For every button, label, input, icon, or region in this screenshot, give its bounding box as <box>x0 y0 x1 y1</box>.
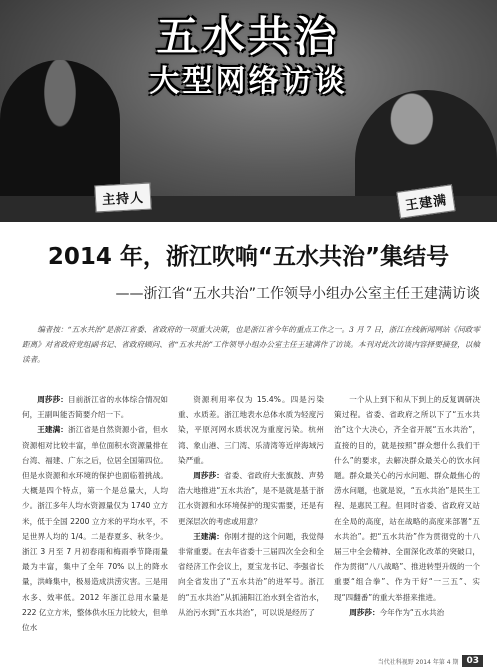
paragraph-text: 一个从上到下和从下到上的反复调研决策过程。省委、省政府之所以下了“五水共治”这个大决心，齐全省开展“五水共治”，直接的目的，就是按照“群众想什么我们干什么”的要求，去解决群众最关心的饮水问题。群众最关心的污水问题、群众最焦心的涝水问题，也就是说，“五水共治”是民生工程、是惠民工程。但同时省委、省政府又站在全局的高度，站在战略的高度来部署“五水共治”。把“五水共治”作为贯彻党的十八届三中全会精神、全面深化改革的突破口，作为贯彻“八八战略”、推进转型升级的一个重要“组合拳”、作为干好“一三五”、实现“四翻番”的重大举措来推进。 <box>334 395 480 602</box>
editor-note: 编者按：“五水共治”是浙江省委、省政府的一项重大决策，也是浙江省今年的重点工作之一。3 月 7 日，浙江在线新闻网站《问政零距离》对省政府党组副书记、省政府顾问、省“五水共治”工作领导小组办公室主任王建满作了访谈。本刊对此次访谈内容择要摘登，以飨读者。 <box>22 325 480 364</box>
hero-title: 五水共治 <box>156 12 341 61</box>
nameplate-host: 主持人 <box>94 183 151 213</box>
paragraph-text: 省委、省政府大张旗鼓、声势浩大地推进“五水共治”，是不是就是基于浙江水资源和水环境保护的现实需要，还是有更深层次的考虑或用意？ <box>178 471 324 526</box>
paragraph-text: 目前浙江省的水体综合情况如何，王副叫能否简要介绍一下。 <box>22 395 168 420</box>
paragraph-text: 你刚才提的这个问题，我觉得非常重要。在去年省委十三届四次全会和全省经济工作会议上，夏宝龙书记、李强省长向全省发出了“五水共治”的进军号。浙江的“五水共治”从抓浦阳江治水到全省治水，从治污水到“五水共治”，可以说是经历了 <box>178 531 324 617</box>
nameplate-guest: 王建满 <box>396 184 455 219</box>
speaker-label: 周莎莎： <box>193 471 224 481</box>
speaker-label: 王建满： <box>193 531 224 541</box>
speaker-label: 周莎莎： <box>349 607 380 617</box>
paragraph <box>22 422 168 635</box>
paragraph-text: 资源利用率仅为 15.4%。四是污染重、水质差。浙江地表水总体水质为轻度污染，平原河网水质状况为重度污染。杭州湾、象山港、三门湾、乐清湾等近岸海域污染严重。 <box>178 395 324 465</box>
paragraph-text: 今年作为“五水共治 <box>379 607 445 617</box>
paragraph <box>22 392 168 422</box>
speaker-label: 周莎莎： <box>37 395 68 404</box>
paragraph-text: 浙江省是自然资源小省，但水资源相对比较丰富，单位面积水资源量排在台湾、福建、广东之后，位居全国第四位。但是水资源和水环境的保护也面临着挑战。大概是四个特点，第一个是总量大，人均少。浙江多年人均水资源量仅为 1740 立方米，低于全国 2200 立方米的平均水平，不足世界人均的 1/4。二是春夏多、秋冬少。浙江 3 月至 7 月初春雨和梅雨季节降雨量最为丰富，集中了全年 70% 以上的降水量，洪峰集中，极易造成洪涝灾害。三是用水多、效率低。2012 年浙江总用水量是 222 亿立方米，整体供水压力比较大，但单位水 <box>22 425 168 633</box>
column-3 <box>334 392 480 662</box>
page-footer <box>378 654 483 668</box>
publication-name: 当代社科视野 2014 年第 4 期 <box>377 658 459 666</box>
paragraph <box>334 392 480 605</box>
paragraph <box>334 605 480 620</box>
hero-photo <box>0 0 497 222</box>
paragraph <box>178 392 324 468</box>
column-1 <box>22 392 168 662</box>
speaker-label: 王建满： <box>37 425 68 435</box>
paragraph <box>178 468 324 529</box>
hero-subtitle: 大型网络访谈 <box>149 64 348 99</box>
article-body <box>22 392 482 662</box>
page-number: 03 <box>462 655 483 667</box>
article-subhead: ——浙江省“五水共治”工作领导小组办公室主任王建满访谈 <box>115 286 480 302</box>
article-headline: 2014 年，浙江吹响“五水共治”集结号 <box>47 244 450 270</box>
paragraph <box>178 529 324 620</box>
column-2 <box>178 392 324 662</box>
